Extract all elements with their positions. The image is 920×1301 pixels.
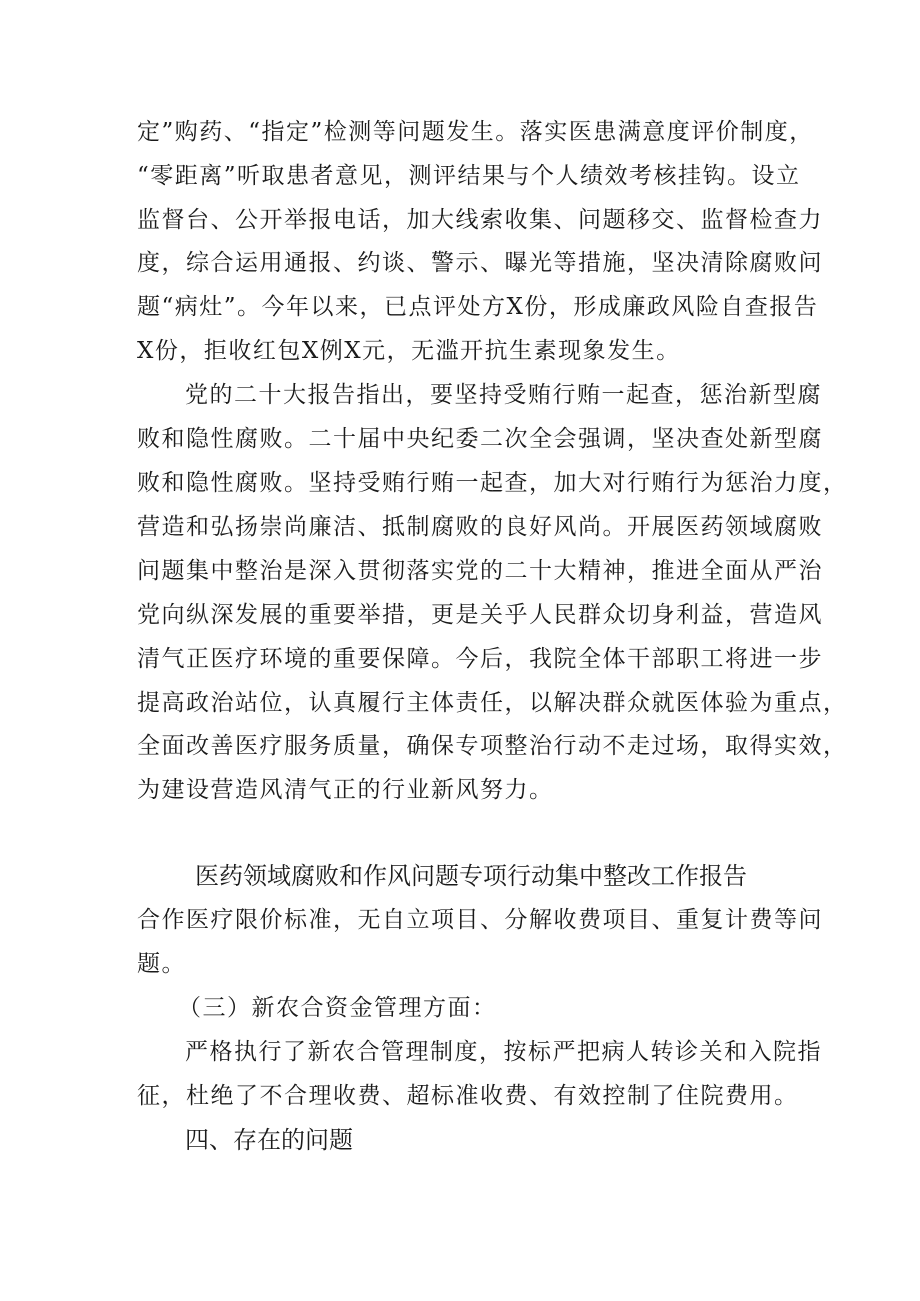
paragraph-line: X份，拒收红包X例X元，无滥开抗生素现象发生。 xyxy=(137,338,681,364)
paragraph-line: 败和隐性腐败。二十届中央纪委二次全会强调，坚决查处新型腐 xyxy=(137,426,823,452)
paragraph-line: 全面改善医疗服务质量，确保专项整治行动不走过场，取得实效， xyxy=(137,733,848,759)
paragraph-line: 营造和弘扬崇尚廉洁、抵制腐败的良好风尚。开展医药领域腐败 xyxy=(137,514,823,540)
paragraph-line: 合作医疗限价标准，无自立项目、分解收费项目、重复计费等问 xyxy=(137,907,823,933)
paragraph-line: 征，杜绝了不合理收费、超标准收费、有效控制了住院费用。 xyxy=(137,1083,799,1109)
section-heading: 四、存在的问题 xyxy=(185,1126,353,1154)
subsection-heading: （三）新农合资金管理方面： xyxy=(178,995,497,1021)
paragraph-line: 党的二十大报告指出，要坚持受贿行贿一起查，惩治新型腐 xyxy=(185,382,822,408)
paragraph-line: 监督台、公开举报电话，加大线索收集、问题移交、监督检查力 xyxy=(137,207,823,233)
paragraph-line: 严格执行了新农合管理制度，按标严把病人转诊关和入院指 xyxy=(185,1039,822,1065)
paragraph-line: 为建设营造风清气正的行业新风努力。 xyxy=(137,777,554,803)
paragraph-line: 提高政治站位，认真履行主体责任，以解决群众就医体验为重点， xyxy=(137,690,848,716)
document-title: 医药领域腐败和作风问题专项行动集中整改工作报告 xyxy=(195,862,747,890)
paragraph-line: “零距离”听取患者意见，测评结果与个人绩效考核挂钩。设立 xyxy=(137,163,801,189)
paragraph-line: 题。 xyxy=(137,951,186,977)
paragraph-line: 党向纵深发展的重要举措，更是关乎人民群众切身利益，营造风 xyxy=(137,602,823,628)
paragraph-line: 清气正医疗环境的重要保障。今后，我院全体干部职工将进一步 xyxy=(137,646,823,672)
paragraph-line: 题“病灶”。今年以来，已点评处方X份，形成廉政风险自查报告 xyxy=(137,294,819,320)
paragraph-line: 定”购药、“指定”检测等问题发生。落实医患满意度评价制度， xyxy=(137,119,814,145)
paragraph-line: 败和隐性腐败。坚持受贿行贿一起查，加大对行贿行为惩治力度， xyxy=(137,470,848,496)
paragraph-line: 度，综合运用通报、约谈、警示、曝光等措施，坚决清除腐败问 xyxy=(137,250,823,276)
paragraph-line: 问题集中整治是深入贯彻落实党的二十大精神，推进全面从严治 xyxy=(137,558,823,584)
